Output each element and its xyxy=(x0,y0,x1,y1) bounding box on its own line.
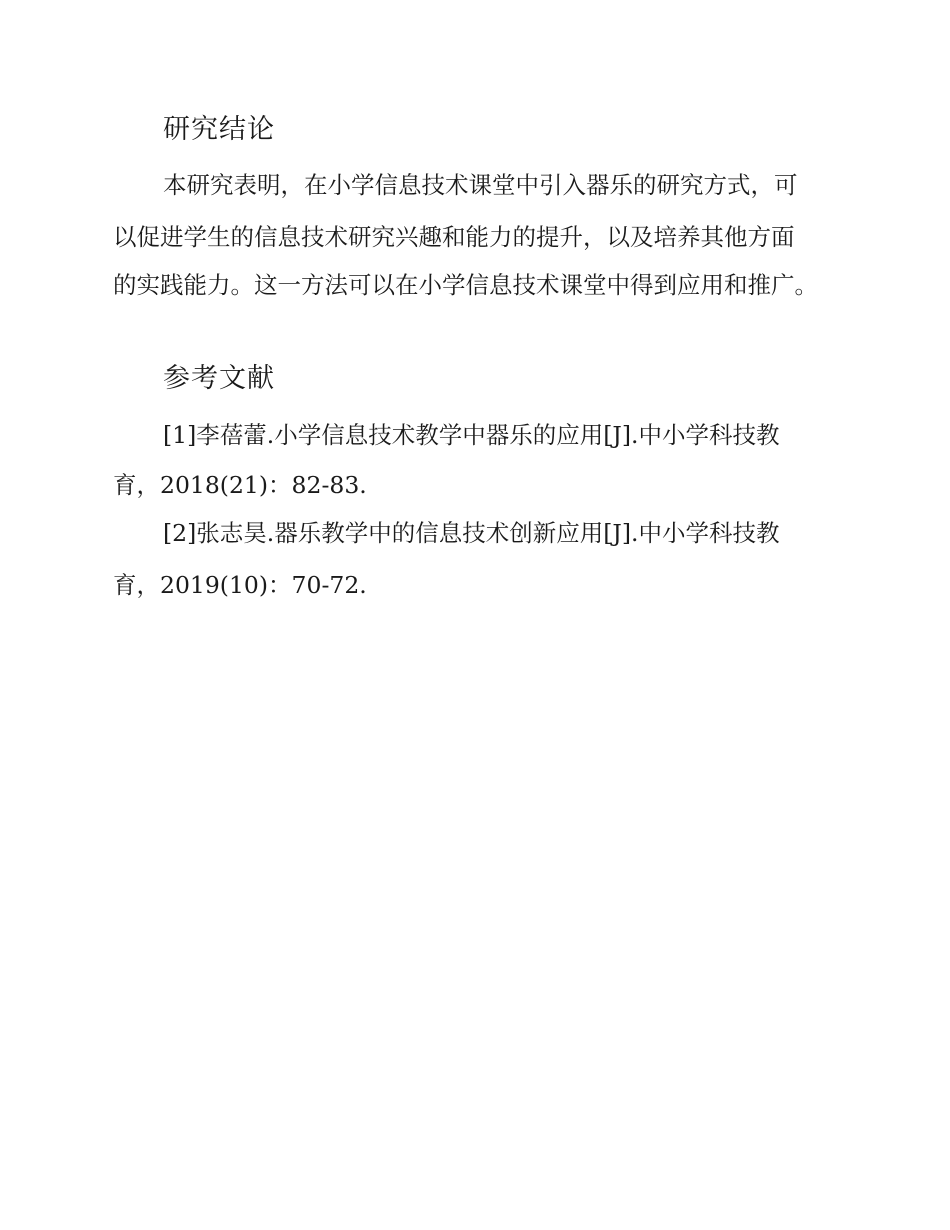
reference-item-line: 育，2018(21)：82-83. xyxy=(113,471,367,499)
conclusion-paragraph-line: 的实践能力。这一方法可以在小学信息技术课堂中得到应用和推广。 xyxy=(113,271,818,299)
conclusion-heading: 研究结论 xyxy=(163,114,275,145)
reference-item-line: [1]李蓓蕾.小学信息技术教学中器乐的应用[J].中小学科技教 xyxy=(163,421,780,449)
reference-item-line: [2]张志昊.器乐教学中的信息技术创新应用[J].中小学科技教 xyxy=(163,519,780,547)
conclusion-paragraph-line: 本研究表明，在小学信息技术课堂中引入器乐的研究方式，可 xyxy=(163,171,798,199)
reference-item-line: 育，2019(10)：70-72. xyxy=(113,571,367,599)
references-heading: 参考文献 xyxy=(163,363,275,394)
conclusion-paragraph-line: 以促进学生的信息技术研究兴趣和能力的提升，以及培养其他方面 xyxy=(113,223,795,251)
